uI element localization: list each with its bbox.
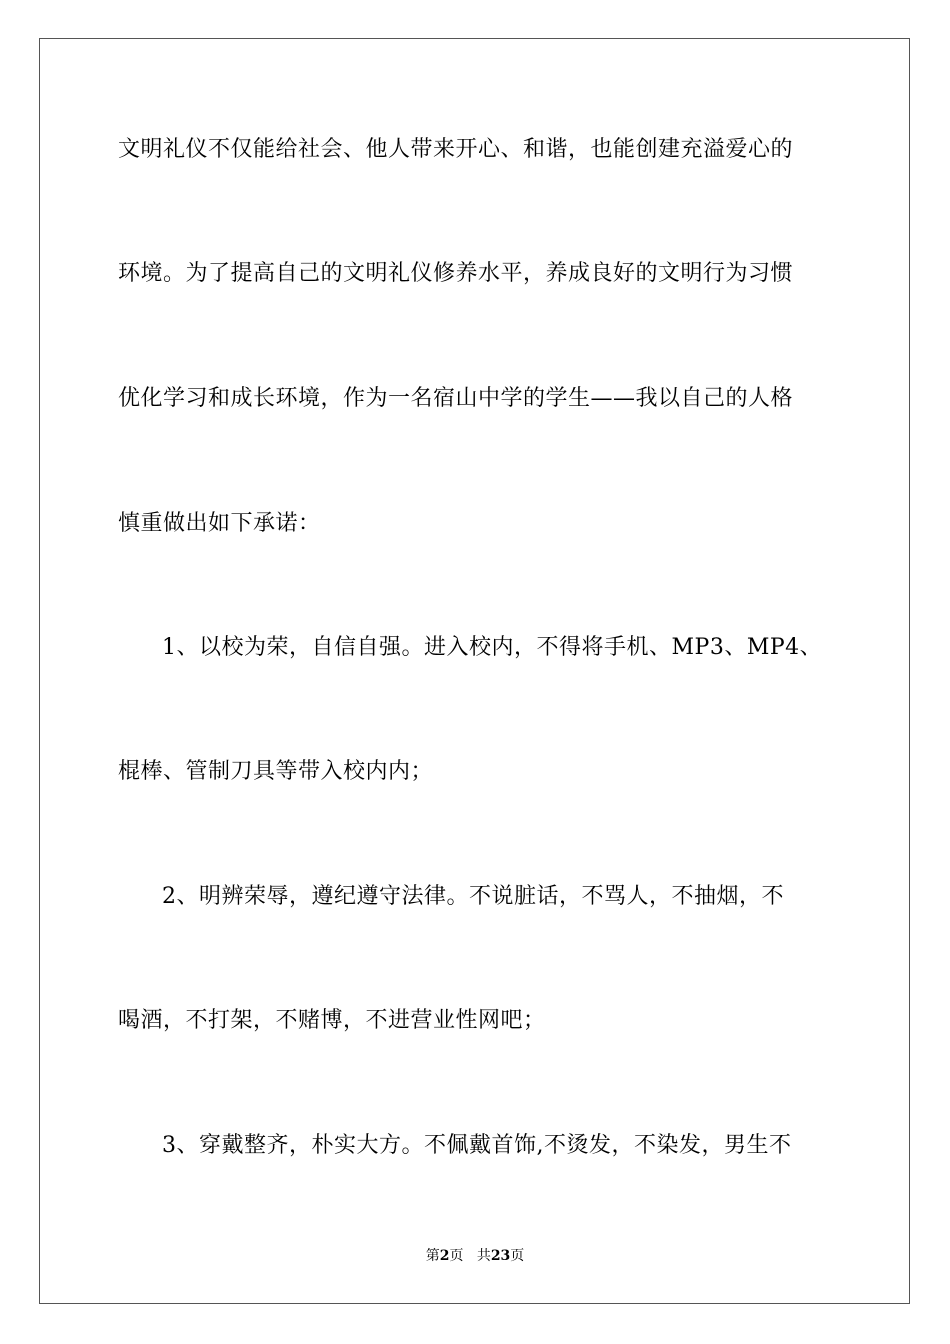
paragraph-line-4: 慎重做出如下承诺： [118,511,321,536]
page-suffix: 页 [449,1248,464,1264]
item-1-line-1: 1、以校为荣，自信自强。进入校内，不得将手机、MP3、MP4、 [162,635,823,660]
page-prefix: 第 [425,1248,440,1264]
paragraph-line-3: 优化学习和成长环境，作为一名宿山中学的学生——我以自己的人格 [118,386,794,411]
total-page-count: 23 [490,1248,511,1264]
paragraph-line-1: 文明礼仪不仅能给社会、他人带来开心、和谐，也能创建充溢爱心的 [118,137,794,162]
item-1-line-2: 棍棒、管制刀具等带入校内内； [118,759,434,784]
total-suffix: 页 [510,1248,525,1264]
item-3-line-1: 3、穿戴整齐，朴实大方。不佩戴首饰,不烫发，不染发，男生不 [162,1133,792,1158]
page-footer [0,1246,950,1266]
item-2-line-1: 2、明辨荣辱，遵纪遵守法律。不说脏话，不骂人，不抽烟，不 [162,884,784,909]
paragraph-line-2: 环境。为了提高自己的文明礼仪修养水平，养成良好的文明行为习惯 [118,261,794,286]
item-2-line-2: 喝酒，不打架，不赌博，不进营业性网吧； [118,1008,546,1033]
total-prefix: 共 [476,1248,491,1264]
current-page-number: 2 [439,1248,450,1264]
page-frame [39,38,910,1304]
